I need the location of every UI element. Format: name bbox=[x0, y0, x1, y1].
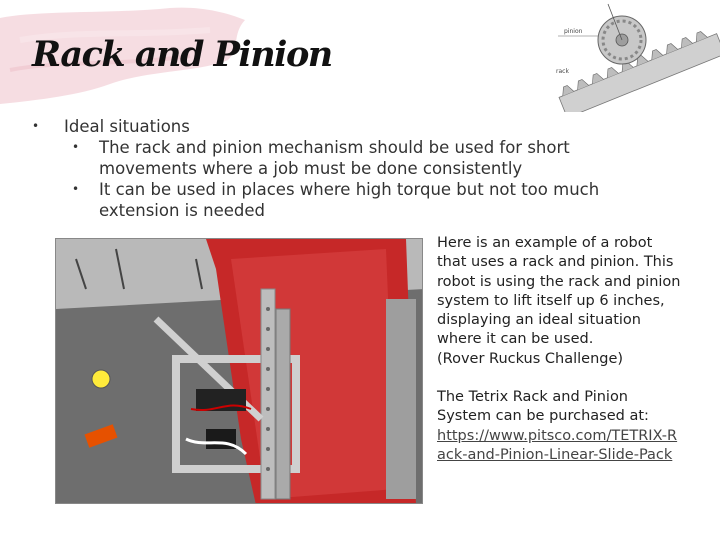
caption-purchase-text: The Tetrix Rack and Pinion System can be purchased at: bbox=[437, 389, 649, 425]
bullet-list bbox=[32, 116, 672, 221]
bullet-marker: • bbox=[72, 182, 80, 196]
robot-photo bbox=[55, 238, 423, 504]
sub-bullet-text: The rack and pinion mechanism should be used for short movements where a job must be done consistently bbox=[99, 138, 570, 178]
caption-paragraph: Here is an example of a robot that uses a rack and pinion. This robot is using the rack and pinion system to lift itself up 6 inches, displaying an ideal situation where it can be used. bbox=[437, 235, 681, 348]
caption-challenge-note: (Rover Ruckus Challenge) bbox=[437, 350, 624, 367]
bullet-marker: • bbox=[72, 140, 80, 154]
purchase-link[interactable]: https://www.pitsco.com/TETRIX-Rack-and-Pinion-Linear-Slide-Pack bbox=[437, 427, 678, 463]
diagram-rack-label: rack bbox=[556, 68, 569, 75]
sub-bullet-item bbox=[32, 179, 672, 221]
bullet-marker: • bbox=[32, 119, 40, 133]
photo-caption bbox=[437, 234, 682, 465]
sub-bullet-item bbox=[32, 137, 672, 179]
sub-bullet-text: It can be used in places where high torque but not too much extension is needed bbox=[99, 180, 600, 220]
bullet-item bbox=[32, 116, 672, 137]
slide-title: Rack and Pinion bbox=[32, 34, 332, 75]
rack-and-pinion-diagram bbox=[548, 0, 720, 112]
diagram-pinion-label: pinion bbox=[564, 28, 583, 35]
bullet-text: Ideal situations bbox=[64, 117, 190, 136]
